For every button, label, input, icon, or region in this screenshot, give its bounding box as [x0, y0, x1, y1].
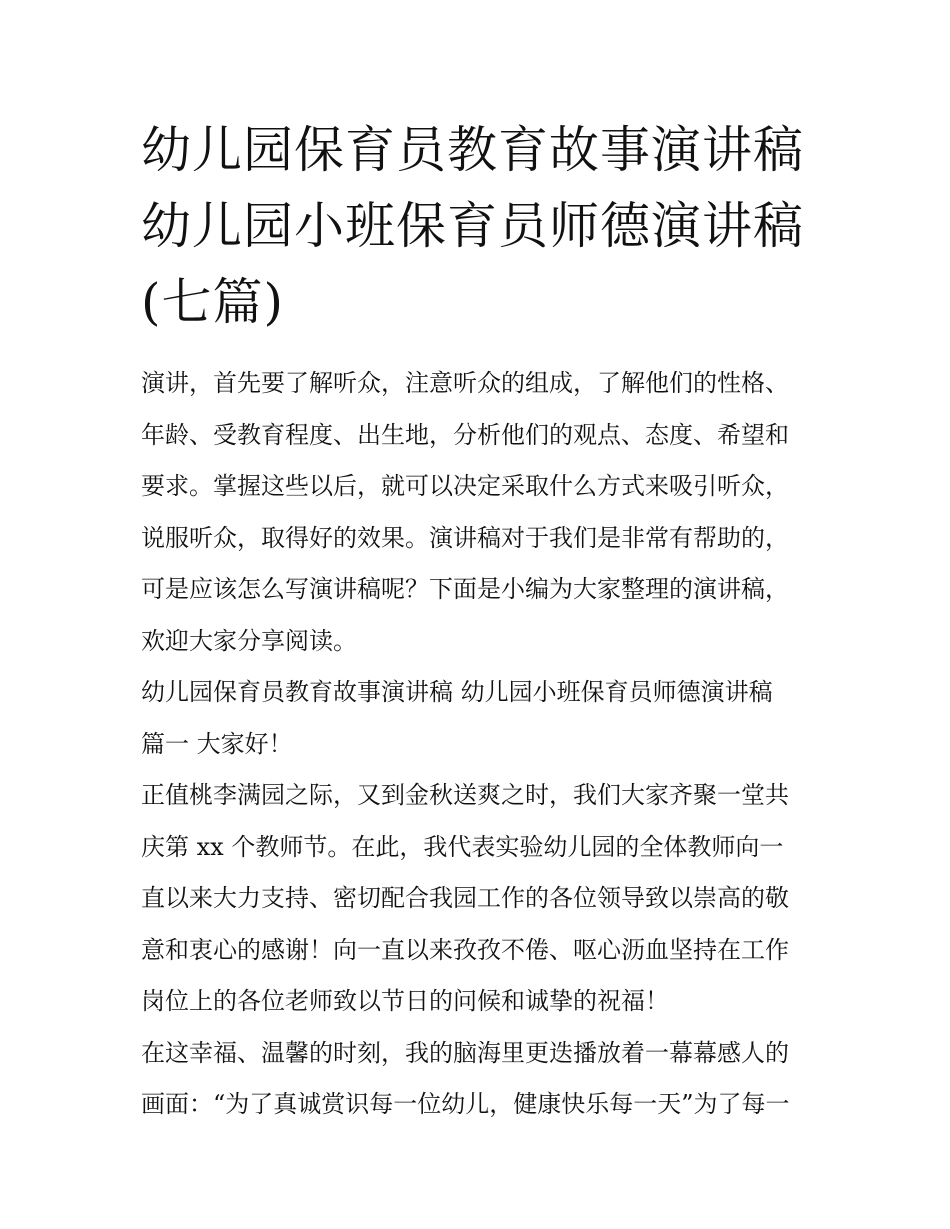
body-paragraph: [141, 1028, 821, 1131]
document-body: [141, 358, 821, 1131]
text-line: 说服听众，取得好的效果。演讲稿对于我们是非常有帮助的，: [141, 523, 789, 552]
intro-paragraph: [141, 358, 821, 667]
text-line: 岗位上的各位老师致以节日的问候和诚挚的祝福！: [141, 987, 669, 1015]
text-line: 欢迎大家分享阅读。: [141, 626, 357, 655]
text-line: 年龄、受教育程度、出生地，分析他们的观点、态度、希望和: [141, 420, 789, 449]
title-line: 幼儿园小班保育员师德演讲稿: [141, 197, 804, 255]
document-title: [141, 112, 821, 340]
title-line: (七篇): [141, 273, 285, 331]
text-line: 正值桃李满园之际，又到金秋送爽之时，我们大家齐聚一堂共: [141, 781, 789, 809]
section-heading-paragraph: [141, 667, 821, 770]
text-line: 篇一 大家好！: [141, 729, 293, 758]
text-line: 意和衷心的感谢！向一直以来孜孜不倦、呕心沥血坚持在工作: [141, 935, 789, 964]
text-line: 画面：“为了真诚赏识每一位幼儿，健康快乐每一天”为了每一: [141, 1090, 790, 1118]
text-line: 在这幸福、温馨的时刻，我的脑海里更迭播放着一幕幕感人的: [141, 1038, 789, 1067]
text-line: 直以来大力支持、密切配合我园工作的各位领导致以崇高的敬: [141, 884, 789, 912]
text-line: 幼儿园保育员教育故事演讲稿 幼儿园小班保育员师德演讲稿: [141, 678, 773, 706]
title-line: 幼儿园保育员教育故事演讲稿: [141, 121, 804, 179]
text-line: 庆第 xx 个教师节。在此，我代表实验幼儿园的全体教师向一: [141, 832, 784, 861]
body-paragraph: [141, 770, 821, 1028]
text-line: 可是应该怎么写演讲稿呢？下面是小编为大家整理的演讲稿，: [141, 575, 789, 603]
text-line: 要求。掌握这些以后，就可以决定采取什么方式来吸引听众，: [141, 472, 789, 500]
text-line: 演讲，首先要了解听众，注意听众的组成，了解他们的性格、: [141, 369, 789, 397]
